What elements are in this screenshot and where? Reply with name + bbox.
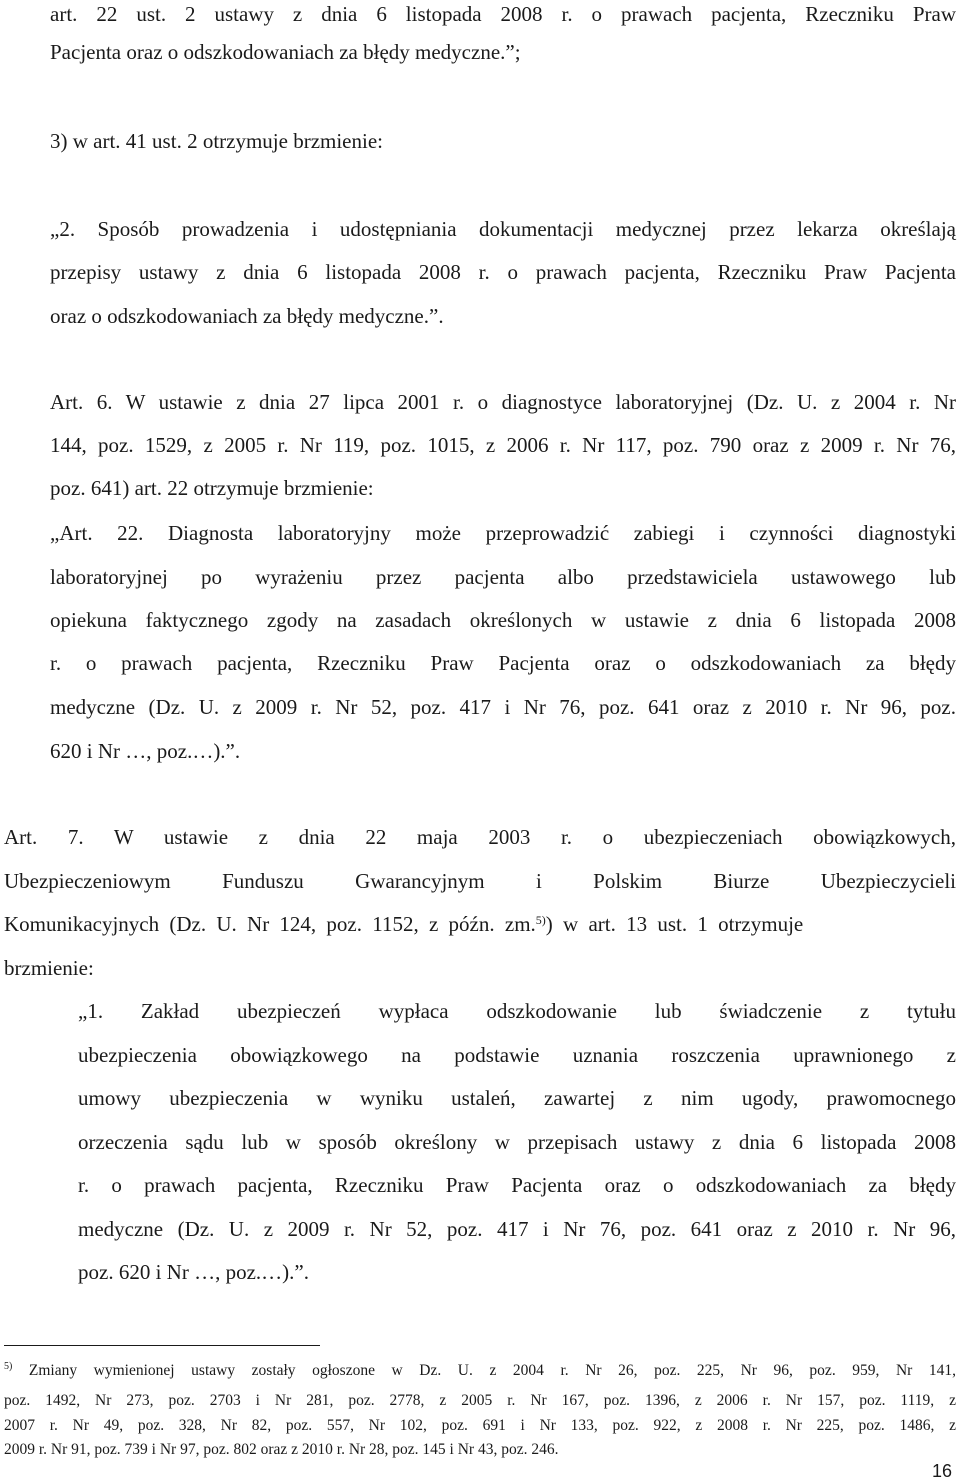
text-line-25: medyczne (Dz. U. z 2009 r. Nr 52, poz. 417 i Nr 76, poz. 641 oraz z 2010 r. Nr 96, <box>78 1217 956 1241</box>
text-line-5: przepisy ustawy z dnia 6 listopada 2008 r. o prawach pacjenta, Rzeczniku Praw Pacjenta <box>50 260 956 284</box>
footnote-line-1: $^{5)}$ Zmiany wymienionej ustawy zostały ogłoszone w Dz. U. z 2004 r. Nr 26, poz. 225, Nr 96, poz. 959, Nr 141, <box>4 1361 956 1379</box>
text-line-24: r. o prawach pacjenta, Rzeczniku Praw Pacjenta oraz o odszkodowaniach za błędy <box>78 1173 956 1197</box>
text-line-9: poz. 641) art. 22 otrzymuje brzmienie: <box>50 476 374 500</box>
text-line-20: „1. Zakład ubezpieczeń wypłaca odszkodowanie lub świadczenie z tytułu <box>78 999 956 1023</box>
footnote-line-2: poz. 1492, Nr 273, poz. 2703 i Nr 281, poz. 2778, z 2005 r. Nr 167, poz. 1396, z 2006 r. Nr 157, poz. 1119, z <box>4 1392 956 1409</box>
text-line-17: Ubezpieczeniowym Funduszu Gwarancyjnym i Polskim Biurze Ubezpieczycieli <box>4 869 956 893</box>
article-7-heading-line: Art. 7. W ustawie z dnia 22 maja 2003 r. o ubezpieczeniach obowiązkowych, <box>4 825 956 849</box>
text-line-4: „2. Sposób prowadzenia i udostępniania dokumentacji medycznej przez lekarza określają <box>50 217 956 241</box>
text-line-14: medyczne (Dz. U. z 2009 r. Nr 52, poz. 417 i Nr 76, poz. 641 oraz z 2010 r. Nr 96, poz. <box>50 695 956 719</box>
footnote-line-4: 2009 r. Nr 91, poz. 739 i Nr 97, poz. 802 oraz z 2010 r. Nr 28, poz. 145 i Nr 43, poz. 246. <box>4 1441 559 1458</box>
footnote-reference[interactable]: 5) <box>535 913 546 927</box>
text-line-6: oraz o odszkodowaniach za błędy medyczne.”. <box>50 304 444 328</box>
text-line-15: 620 i Nr …, poz.…).”. <box>50 739 241 763</box>
text-line-2: Pacjenta oraz o odszkodowaniach za błędy medyczne.”; <box>50 40 521 64</box>
text-line-26: poz. 620 i Nr …, poz.…).”. <box>78 1260 309 1284</box>
text-line-21: ubezpieczenia obowiązkowego na podstawie uznania roszczenia uprawnionego z <box>78 1043 956 1067</box>
footnote-line-3: 2007 r. Nr 49, poz. 328, Nr 82, poz. 557, Nr 102, poz. 691 i Nr 133, poz. 922, z 2008 r. Nr 225, poz. 1486, z <box>4 1417 956 1434</box>
article-6-heading-line: Art. 6. W ustawie z dnia 27 lipca 2001 r. o diagnostyce laboratoryjnej (Dz. U. z 2004 r. Nr <box>50 390 956 414</box>
text-line-10: „Art. 22. Diagnosta laboratoryjny może przeprowadzić zabiegi i czynności diagnostyki <box>50 521 956 545</box>
text-line-3: 3) w art. 41 ust. 2 otrzymuje brzmienie: <box>50 129 383 153</box>
text-line-11: laboratoryjnej po wyrażeniu przez pacjenta albo przedstawiciela ustawowego lub <box>50 565 956 589</box>
page-number: 16 <box>931 1461 952 1481</box>
text-line-19: brzmienie: <box>4 956 94 980</box>
text-line-18: Komunikacyjnych (Dz. U. Nr 124, poz. 1152, z późn. zm.$^{5)}$) w art. 13 ust. 1 otrzymuje <box>4 912 804 936</box>
text-line-23: orzeczenia sądu lub w sposób określony w przepisach ustawy z dnia 6 listopada 2008 <box>78 1130 956 1154</box>
text-line-8: 144, poz. 1529, z 2005 r. Nr 119, poz. 1015, z 2006 r. Nr 117, poz. 790 oraz z 2009 r. Nr 76, <box>50 433 956 457</box>
footnote-separator <box>4 1345 320 1346</box>
text-line-1: art. 22 ust. 2 ustawy z dnia 6 listopada 2008 r. o prawach pacjenta, Rzeczniku Praw <box>50 2 956 26</box>
text-line-13: r. o prawach pacjenta, Rzeczniku Praw Pacjenta oraz o odszkodowaniach za błędy <box>50 651 956 675</box>
footnote-marker: 5) <box>4 1361 13 1372</box>
text-line-12: opiekuna faktycznego zgody na zasadach określonych w ustawie z dnia 6 listopada 2008 <box>50 608 956 632</box>
text-line-22: umowy ubezpieczenia w wyniku ustaleń, zawartej z nim ugody, prawomocnego <box>78 1086 956 1110</box>
